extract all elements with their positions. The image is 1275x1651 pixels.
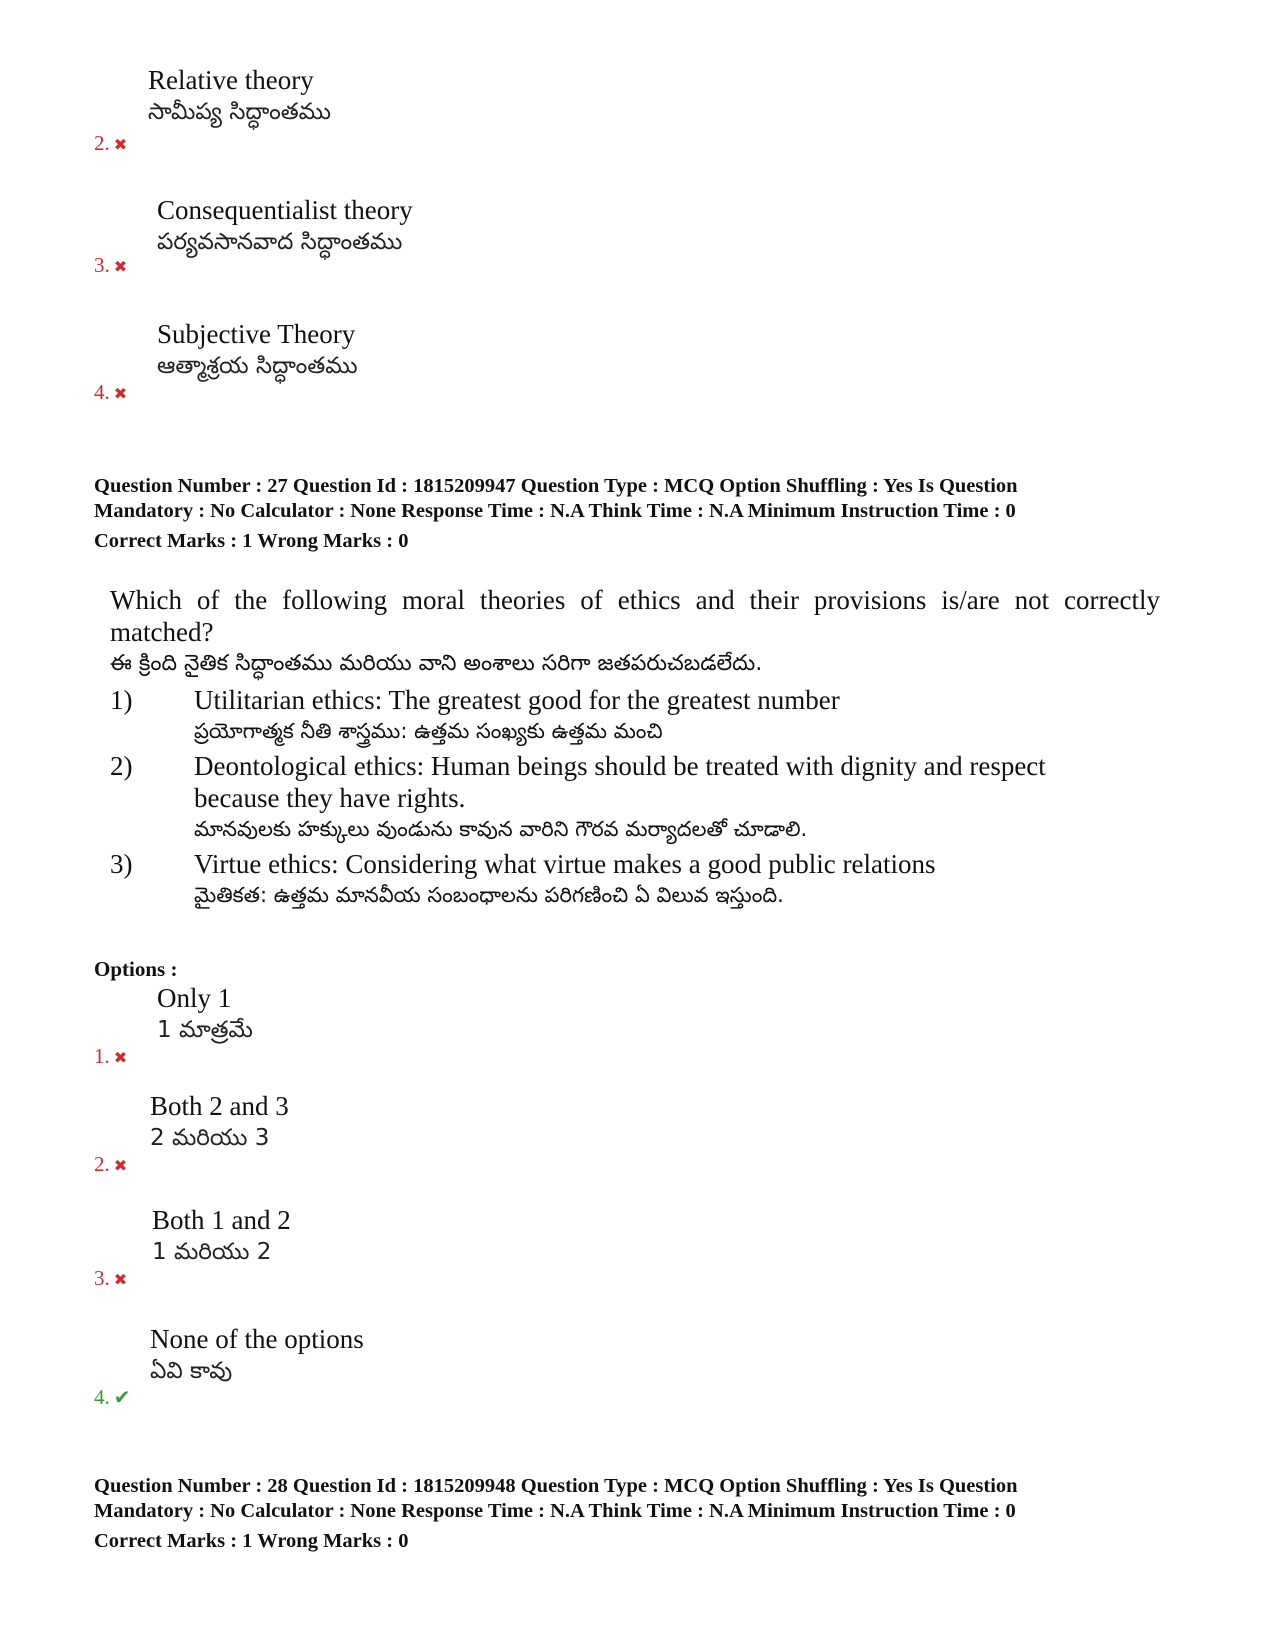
statement-item [110, 684, 1160, 746]
option-4 [150, 1323, 364, 1387]
option-number: 2. [94, 131, 110, 155]
option-number: 3. [94, 253, 110, 277]
option-text-en: Both 1 and 2 [152, 1205, 291, 1235]
option-number: 4. [94, 380, 110, 404]
cross-icon: ✖ [113, 137, 128, 154]
statement-text-en: Deontological ethics: Human beings should be treated with dignity and respect because they have rights. [194, 751, 1046, 813]
question-text-en: Which of the following moral theories of ethics and their provisions is/are not correctly matched? [110, 585, 1160, 647]
prev-option-3 [157, 194, 413, 258]
option-4-marker [94, 1385, 131, 1410]
option-text-te: 1 మరియు 2 [152, 1239, 272, 1265]
q27-question [110, 584, 1160, 910]
meta-line: Mandatory : No Calculator : None Response Time : N.A Think Time : N.A Minimum Instruction Time : 0 [94, 1500, 1016, 1522]
option-text-en: Subjective Theory [157, 319, 356, 349]
option-1-marker [94, 1044, 127, 1069]
option-2-marker [94, 1152, 127, 1177]
statement-text-en: Virtue ethics: Considering what virtue makes a good public relations [194, 849, 936, 879]
cross-icon: ✖ [113, 1050, 128, 1067]
marks-line: Correct Marks : 1 Wrong Marks : 0 [94, 1530, 409, 1552]
statement-text-te: మైతికత: ఉత్తమ మానవీయ సంబంధాలను పరిగణించి ఏ విలువ ఇస్తుంది. [194, 883, 784, 907]
marks-line: Correct Marks : 1 Wrong Marks : 0 [94, 530, 409, 552]
statement-number: 2) [110, 751, 133, 781]
meta-line: Question Number : 27 Question Id : 1815209947 Question Type : MCQ Option Shuffling : Yes Is Question [94, 475, 1018, 497]
question-text-te: ఈ క్రింది నైతిక సిద్ధాంతము మరియు వాని అంశాలు సరిగా జతపరుచబడలేదు. [110, 651, 763, 676]
prev-option-3-marker [94, 253, 127, 278]
prev-option-4-marker [94, 380, 127, 405]
option-text-te: 2 మరియు 3 [150, 1125, 270, 1151]
cross-icon: ✖ [113, 1158, 128, 1175]
prev-option-2 [148, 64, 331, 128]
statement-text-en: Utilitarian ethics: The greatest good for the greatest number [194, 685, 840, 715]
option-text-te: పర్యవసానవాద సిద్ధాంతము [157, 229, 403, 255]
option-text-en: Consequentialist theory [157, 195, 413, 225]
option-number: 4. [94, 1385, 110, 1409]
option-1 [157, 982, 253, 1046]
option-number: 1. [94, 1044, 110, 1068]
statement-text-te: మానవులకు హక్కులు వుండును కావున వారిని గౌరవ మర్యాదలతో చూడాలి. [194, 817, 808, 841]
options-label: Options : [94, 957, 178, 981]
cross-icon: ✖ [113, 386, 128, 403]
statement-number: 3) [110, 849, 133, 879]
cross-icon: ✖ [113, 259, 128, 276]
statement-item [110, 750, 1160, 844]
cross-icon: ✖ [113, 1272, 128, 1289]
meta-line: Question Number : 28 Question Id : 1815209948 Question Type : MCQ Option Shuffling : Yes Is Question [94, 1475, 1018, 1497]
prev-option-4 [157, 318, 358, 382]
option-text-en: Only 1 [157, 983, 232, 1013]
meta-line: Mandatory : No Calculator : None Response Time : N.A Think Time : N.A Minimum Instruction Time : 0 [94, 500, 1016, 522]
q28-meta [94, 1474, 1214, 1554]
option-text-en: Both 2 and 3 [150, 1091, 289, 1121]
option-number: 3. [94, 1266, 110, 1290]
prev-option-2-marker [94, 131, 127, 156]
option-text-te: సామీప్య సిద్ధాంతము [148, 99, 331, 125]
option-2 [150, 1090, 289, 1154]
option-text-te: 1 మాత్రమే [157, 1017, 253, 1043]
option-3-marker [94, 1266, 127, 1291]
statement-text-te: ప్రయోగాత్మక నీతి శాస్త్రము: ఉత్తమ సంఖ్యకు ఉత్తమ మంచి [194, 719, 663, 743]
q27-meta [94, 474, 1214, 554]
option-text-te: ఏవి కావు [150, 1358, 233, 1384]
option-number: 2. [94, 1152, 110, 1176]
option-text-en: None of the options [150, 1324, 364, 1354]
option-text-te: ఆత్మాశ్రయ సిద్ధాంతము [157, 353, 358, 379]
check-icon: ✔ [113, 1387, 131, 1409]
statement-item [110, 848, 1160, 910]
option-text-en: Relative theory [148, 65, 314, 95]
statement-number: 1) [110, 685, 133, 715]
option-3 [152, 1204, 291, 1268]
